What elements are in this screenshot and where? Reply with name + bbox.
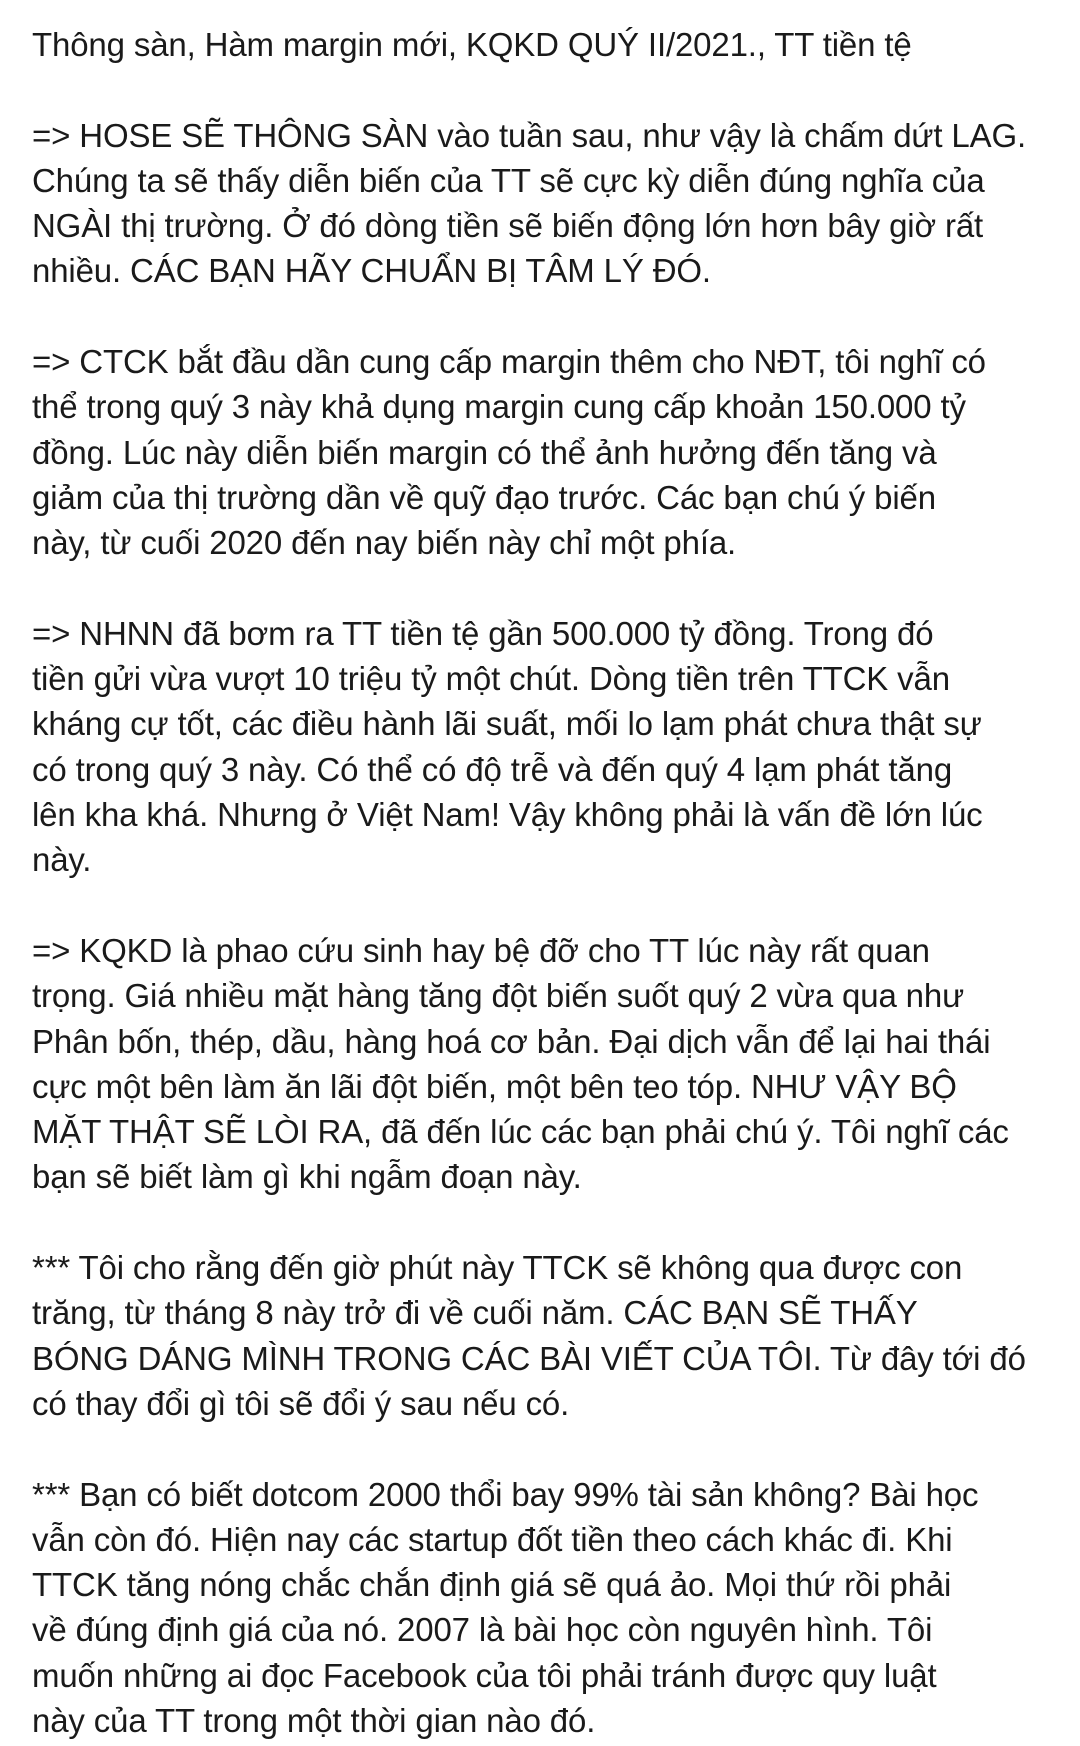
paragraph-line: trăng, từ tháng 8 này trở đi về cuối năm. CÁC BẠN SẼ THẤY	[32, 1294, 918, 1332]
post-title: Thông sàn, Hàm margin mới, KQKD QUÝ II/2021., TT tiền tệ	[32, 26, 912, 63]
paragraph-line: tiền gửi vừa vượt 10 triệu tỷ một chút. Dòng tiền trên TTCK vẫn	[32, 660, 950, 698]
paragraph-line: này.	[32, 841, 92, 879]
paragraph-line: trọng. Giá nhiều mặt hàng tăng đột biến suốt quý 2 vừa qua như	[32, 977, 965, 1015]
post-paragraph	[32, 339, 1057, 565]
paragraph-line: vẫn còn đó. Hiện nay các startup đốt tiền theo cách khác đi. Khi	[32, 1520, 953, 1558]
post-paragraph	[32, 1472, 1057, 1744]
post-title-paragraph	[32, 22, 1057, 67]
paragraph-line: MẶT THẬT SẼ LÒI RA, đã đến lúc các bạn phải chú ý. Tôi nghĩ các	[32, 1113, 1009, 1151]
paragraph-line: kháng cự tốt, các điều hành lãi suất, mối lo lạm phát chưa thật sự	[32, 705, 982, 743]
paragraph-line: lên kha khá. Nhưng ở Việt Nam! Vậy không phải là vấn đề lớn lúc	[32, 796, 983, 834]
paragraph-line: cực một bên làm ăn lãi đột biến, một bên teo tóp. NHƯ VẬY BỘ	[32, 1067, 957, 1105]
post-paragraph	[32, 113, 1057, 294]
paragraph-line: muốn những ai đọc Facebook của tôi phải tránh được quy luật	[32, 1656, 937, 1694]
paragraph-line: có thay đổi gì tôi sẽ đổi ý sau nếu có.	[32, 1384, 570, 1422]
paragraph-line: này, từ cuối 2020 đến nay biến này chỉ một phía.	[32, 524, 737, 562]
paragraph-line: đồng. Lúc này diễn biến margin có thể ảnh hưởng đến tăng và	[32, 433, 937, 471]
paragraph-line: TTCK tăng nóng chắc chắn định giá sẽ quá ảo. Mọi thứ rồi phải	[32, 1566, 952, 1604]
paragraph-line: này của TT trong một thời gian nào đó.	[32, 1701, 596, 1739]
post-body	[32, 22, 1057, 1743]
paragraph-line: *** Tôi cho rằng đến giờ phút này TTCK sẽ không qua được con	[32, 1249, 963, 1287]
paragraph-line: bạn sẽ biết làm gì khi ngẫm đoạn này.	[32, 1158, 582, 1196]
paragraph-line: BÓNG DÁNG MÌNH TRONG CÁC BÀI VIẾT CỦA TÔI. Từ đây tới đó	[32, 1339, 1026, 1377]
paragraph-line: *** Bạn có biết dotcom 2000 thổi bay 99% tài sản không? Bài học	[32, 1475, 979, 1513]
post-paragraph	[32, 611, 1057, 883]
paragraph-line: Chúng ta sẽ thấy diễn biến của TT sẽ cực kỳ diễn đúng nghĩa của	[32, 161, 985, 199]
paragraph-line: Phân bốn, thép, dầu, hàng hoá cơ bản. Đại dịch vẫn để lại hai thái	[32, 1022, 991, 1060]
post-paragraph	[32, 1245, 1057, 1426]
paragraph-line: => HOSE SẼ THÔNG SÀN vào tuần sau, như vậy là chấm dứt LAG.	[32, 116, 1026, 154]
paragraph-line: giảm của thị trường dần về quỹ đạo trước. Các bạn chú ý biến	[32, 478, 936, 516]
paragraph-line: thể trong quý 3 này khả dụng margin cung cấp khoản 150.000 tỷ	[32, 388, 966, 426]
paragraph-line: nhiều. CÁC BẠN HÃY CHUẨN BỊ TÂM LÝ ĐÓ.	[32, 252, 711, 290]
paragraph-line: => NHNN đã bơm ra TT tiền tệ gần 500.000 tỷ đồng. Trong đó	[32, 614, 934, 652]
post-paragraph	[32, 928, 1057, 1200]
paragraph-line: NGÀI thị trường. Ở đó dòng tiền sẽ biến động lớn hơn bây giờ rất	[32, 207, 984, 245]
paragraph-line: => KQKD là phao cứu sinh hay bệ đỡ cho TT lúc này rất quan	[32, 931, 930, 969]
paragraph-line: => CTCK bắt đầu dần cung cấp margin thêm cho NĐT, tôi nghĩ có	[32, 343, 986, 381]
paragraph-line: về đúng định giá của nó. 2007 là bài học còn nguyên hình. Tôi	[32, 1611, 933, 1649]
paragraph-list	[32, 113, 1057, 1744]
paragraph-line: có trong quý 3 này. Có thể có độ trễ và đến quý 4 lạm phát tăng	[32, 750, 953, 788]
